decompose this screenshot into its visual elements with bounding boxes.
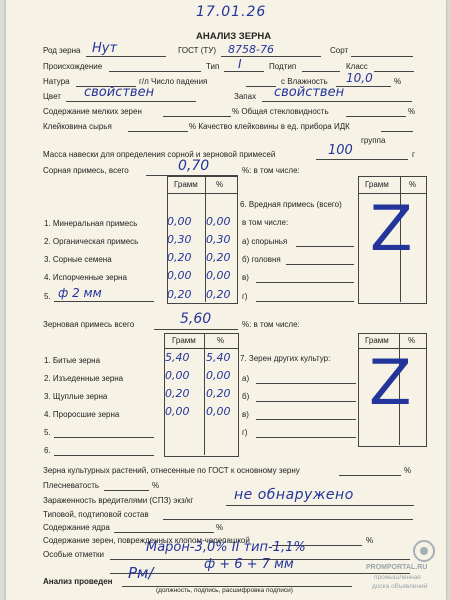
- analysis-sub: (должность, подпись, расшифровка подписи): [156, 587, 293, 594]
- notes-value: ф + 6 + 7 мм: [204, 557, 294, 572]
- core-label: Содержание ядра: [43, 523, 110, 532]
- grain-row-line: [54, 455, 154, 456]
- weed-row-gram: 0,30: [167, 233, 192, 246]
- harmful-row-line: [296, 246, 354, 247]
- glassiness-unit: %: [408, 107, 416, 116]
- mold-unit: %: [152, 481, 160, 490]
- weed-row-pct: 0,00: [206, 215, 231, 228]
- type-label: Тип: [206, 62, 220, 71]
- grain-row-label: 5.: [44, 428, 51, 437]
- gost-value: 8758-76: [228, 43, 274, 56]
- weed-row-pct: 0,30: [206, 233, 231, 246]
- weed-row-label: 5.: [44, 292, 51, 301]
- group-label: группа: [361, 136, 386, 145]
- sort-line: [351, 56, 413, 57]
- grain-table-header-line: [164, 348, 238, 349]
- weed-col-gram: Грамм: [174, 180, 198, 189]
- grain-row-label: 6.: [44, 446, 51, 455]
- sample-mass-unit: г: [412, 150, 415, 159]
- gost-line: [221, 56, 321, 57]
- other-row-label: в): [242, 410, 249, 419]
- analysis-form: [6, 0, 446, 600]
- sample-mass-line: [316, 159, 408, 160]
- other-row-line: [256, 401, 356, 402]
- form-title: АНАЛИЗ ЗЕРНА: [196, 31, 272, 42]
- mold-label: Плесневатость: [43, 481, 100, 490]
- weed-row-gram: 0,20: [167, 288, 192, 301]
- grain-impurity-unit: %: в том числе:: [242, 320, 300, 329]
- smell-value: свойствен: [274, 85, 345, 100]
- weed-total-value: 0,70: [178, 158, 210, 174]
- smell-label: Запах: [234, 92, 257, 101]
- harmful-row-label: б) головня: [242, 255, 281, 264]
- grain-row-pct: 5,40: [206, 351, 231, 364]
- falling-line: [246, 86, 276, 87]
- color-label: Цвет: [43, 92, 61, 101]
- weed-col-pct: %: [216, 180, 224, 189]
- grain-type-label: Род зерна: [43, 46, 81, 55]
- subtype-line: [302, 71, 340, 72]
- grain-row-label: 2. Изъеденные зерна: [44, 374, 124, 383]
- gluten-unit: % Качество клейковины в ед. прибора ИДК: [189, 122, 350, 131]
- harmful-row-line: [286, 264, 354, 265]
- origin-label: Происхождение: [43, 62, 103, 71]
- other-col-gram: Грамм: [365, 336, 389, 345]
- bug-damage-label: Содержание зерен, поврежденных клопом-черепашкой: [43, 536, 250, 545]
- smell-line: [262, 101, 412, 102]
- moisture-label: с Влажность: [281, 77, 328, 86]
- grain-row-gram: 0,00: [165, 405, 190, 418]
- handwritten-date: 17.01.26: [196, 4, 267, 20]
- watermark-line2: доска объявлений: [372, 583, 428, 590]
- harmful-col-pct: %: [409, 180, 417, 189]
- natura-unit: г/л Число падения: [139, 77, 208, 86]
- core-unit: %: [216, 523, 224, 532]
- pest-line: [226, 505, 414, 506]
- harmful-sub: в том числе:: [242, 218, 289, 227]
- type-value: I: [238, 57, 242, 71]
- weed-row-label: 4. Испорченные зерна: [44, 273, 127, 282]
- harmful-row-line: [256, 282, 354, 283]
- natura-label: Натура: [43, 77, 70, 86]
- grain-type-value: Нут: [92, 41, 118, 56]
- gluten-label: Клейковина сырья: [43, 122, 112, 131]
- harmful-cross-mark: Z: [370, 192, 413, 265]
- subtype-label: Подтип: [269, 62, 297, 71]
- grain-table-divider: [204, 333, 205, 455]
- grain-type-line: [86, 56, 166, 57]
- harmful-row-label: а) спорынья: [242, 237, 288, 246]
- grain-row-pct: 0,20: [206, 387, 231, 400]
- weed-row-label: 1. Минеральная примесь: [44, 219, 138, 228]
- other-cross-mark: Z: [369, 346, 412, 419]
- origin-line: [109, 71, 201, 72]
- watermark-line1: промышленная: [374, 574, 421, 581]
- weed-row-gram: 0,20: [167, 251, 192, 264]
- other-row-line: [256, 383, 356, 384]
- color-line: [66, 101, 196, 102]
- weed-row-pct: 0,20: [206, 288, 231, 301]
- weed-table-header-line: [167, 193, 237, 194]
- type-line: [224, 71, 264, 72]
- signature: Рм/: [128, 564, 154, 582]
- grain-row-gram: 0,00: [165, 369, 190, 382]
- pest-label: Зараженность вредителями (СПЗ) экз/кг: [43, 496, 194, 505]
- weed-row-label: 3. Сорные семена: [44, 255, 112, 264]
- harmful-label: 6. Вредная примесь (всего): [240, 200, 342, 209]
- grain-row-pct: 0,00: [206, 405, 231, 418]
- grain-row-label: 1. Битые зерна: [44, 356, 101, 365]
- harmful-row-label: в): [242, 273, 249, 282]
- culture-grains-unit: %: [404, 466, 412, 475]
- other-cultures-label: 7. Зерен других культур:: [240, 354, 331, 363]
- film-label: Типовой, подтиповой состав: [43, 510, 149, 519]
- grain-col-gram: Грамм: [172, 336, 196, 345]
- other-row-label: а): [242, 374, 250, 383]
- weed-row-pct: 0,20: [206, 251, 231, 264]
- grain-impurity-value: 5,60: [180, 311, 212, 327]
- sample-mass-value: 100: [328, 143, 353, 158]
- grain-row-gram: 0,20: [165, 387, 190, 400]
- bug-damage-unit: %: [366, 536, 374, 545]
- notes-label: Особые отметки: [43, 550, 105, 559]
- core-line: [114, 532, 214, 533]
- moisture-unit: %: [394, 77, 402, 86]
- weed-row-pct: 0,00: [206, 269, 231, 282]
- weed-row-gram: 0,00: [167, 215, 192, 228]
- weed-row-extra: ф 2 мм: [58, 286, 102, 300]
- fine-grains-label: Содержание мелких зерен: [43, 107, 142, 116]
- sort-label: Сорт: [330, 46, 349, 55]
- mold-line: [104, 490, 149, 491]
- moisture-line: [336, 86, 391, 87]
- class-label: Класс: [346, 62, 368, 71]
- weed-row-label: 2. Органическая примесь: [44, 237, 139, 246]
- grain-row-label: 4. Проросшие зерна: [44, 410, 120, 419]
- color-value: свойствен: [84, 85, 155, 100]
- other-row-label: б): [242, 392, 250, 401]
- gost-label: ГОСТ (ТУ): [178, 46, 217, 55]
- grain-row-line: [54, 437, 154, 438]
- culture-grains-label: Зерна культурных растений, отнесенные по ГОСТ к основному зерну: [43, 466, 300, 475]
- film-line: [163, 519, 413, 520]
- gluten-line: [128, 131, 188, 132]
- grain-row-gram: 5,40: [165, 351, 190, 364]
- other-row-line: [256, 419, 356, 420]
- other-row-label: г): [242, 428, 248, 437]
- glassiness-line: [346, 116, 406, 117]
- analysis-label: Анализ проведен: [43, 577, 113, 586]
- grain-impurity-line: [154, 329, 238, 330]
- weed-row-gram: 0,00: [167, 269, 192, 282]
- sample-mass-label: Масса навески для определения сорной и зерновой примесей: [43, 150, 276, 159]
- grain-col-pct: %: [217, 336, 225, 345]
- other-row-line: [256, 437, 356, 438]
- weed-total-unit: %: в том числе:: [242, 166, 300, 175]
- weed-total-label: Сорная примесь, всего: [43, 166, 129, 175]
- fine-grains-unit: % Общая стекловидность: [232, 107, 329, 116]
- harmful-row-line: [256, 301, 354, 302]
- notes-value: Марон-3,0% II тип-1,1%: [146, 540, 306, 555]
- harmful-col-gram: Грамм: [365, 180, 389, 189]
- moisture-value: 10,0: [346, 71, 373, 85]
- grain-row-pct: 0,00: [206, 369, 231, 382]
- grain-impurity-label: Зерновая примесь всего: [43, 320, 135, 329]
- watermark-brand: PROMPORTAL.RU: [366, 564, 428, 571]
- fine-grains-line: [163, 116, 231, 117]
- harmful-row-label: г): [242, 292, 248, 301]
- notes-line: [110, 573, 410, 574]
- idk-line: [381, 131, 413, 132]
- grain-row-label: 3. Щуплые зерна: [44, 392, 108, 401]
- pest-value: не обнаружено: [234, 487, 354, 503]
- weed-row-line: [54, 301, 154, 302]
- culture-grains-line: [339, 475, 401, 476]
- other-col-pct: %: [408, 336, 416, 345]
- class-line: [374, 71, 414, 72]
